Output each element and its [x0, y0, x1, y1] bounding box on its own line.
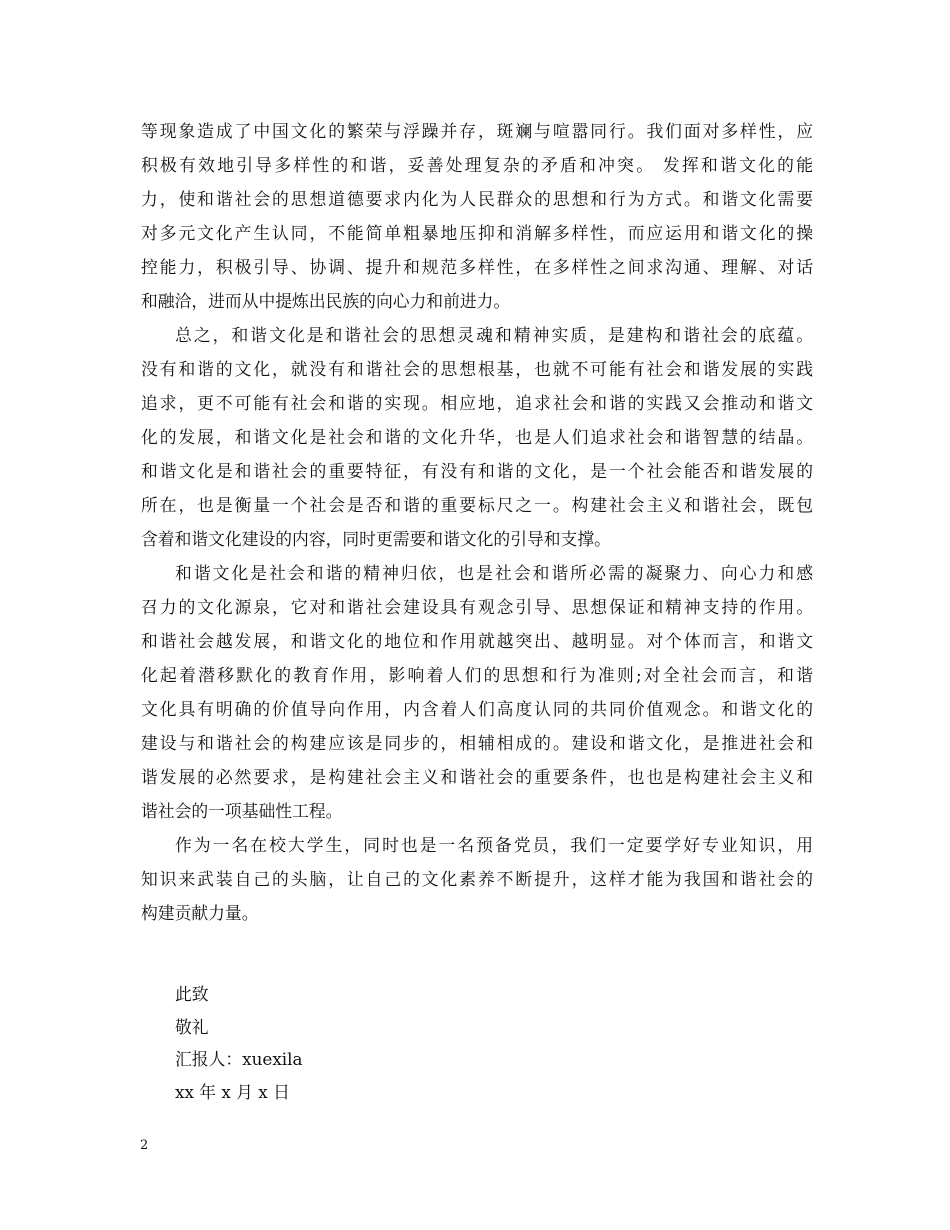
paragraph-2-line-2: 没有和谐的文化，就没有和谐社会的思想根基，也就不可能有社会和谐发展的实践 [141, 359, 813, 379]
paragraph-2 [141, 318, 813, 556]
paragraph-1-line-1: 等现象造成了中国文化的繁荣与浮躁并存，斑斓与喧嚣同行。我们面对多样性，应 [141, 121, 813, 141]
closing-salutation: 此致 [175, 984, 209, 1004]
paragraph-1-line-3: 力，使和谐社会的思想道德要求内化为人民群众的思想和行为方式。和谐文化需要 [141, 189, 813, 209]
paragraph-1-line-6: 和融洽，进而从中提炼出民族的向心力和前进力。 [141, 291, 511, 311]
paragraph-3-line-3: 和谐社会越发展，和谐文化的地位和作用就越突出、越明显。对个体而言，和谐文 [141, 631, 813, 651]
paragraph-2-line-7: 含着和谐文化建设的内容，同时更需要和谐文化的引导和支撑。 [141, 529, 611, 549]
paragraph-2-line-1: 总之，和谐文化是和谐社会的思想灵魂和精神实质，是建构和谐社会的底蕴。 [175, 325, 813, 345]
document-body [141, 114, 813, 930]
letter-closing [175, 978, 303, 1108]
paragraph-3-line-8: 谐社会的一项基础性工程。 [141, 801, 343, 821]
paragraph-3-line-4: 化起着潜移默化的教育作用，影响着人们的思想和行为准则;对全社会而言，和谐 [141, 665, 813, 685]
paragraph-1 [141, 114, 813, 318]
paragraph-1-line-2: 积极有效地引导多样性的和谐，妥善处理复杂的矛盾和冲突。 发挥和谐文化的能 [141, 155, 813, 175]
paragraph-2-line-5: 和谐文化是和谐社会的重要特征，有没有和谐的文化，是一个社会能否和谐发展的 [141, 461, 813, 481]
paragraph-1-line-4: 对多元文化产生认同，不能简单粗暴地压抑和消解多样性，而应运用和谐文化的操 [141, 223, 813, 243]
paragraph-4-line-3: 构建贡献力量。 [141, 903, 259, 923]
paragraph-3-line-7: 谐发展的必然要求，是构建社会主义和谐社会的重要条件，也也是构建社会主义和 [141, 767, 813, 787]
paragraph-3 [141, 556, 813, 828]
paragraph-1-line-5: 控能力，积极引导、协调、提升和规范多样性，在多样性之间求沟通、理解、对话 [141, 257, 813, 277]
closing-reporter: 汇报人：xuexila [175, 1049, 303, 1069]
paragraph-2-line-6: 所在，也是衡量一个社会是否和谐的重要标尺之一。构建社会主义和谐社会，既包 [141, 495, 813, 515]
paragraph-3-line-6: 建设与和谐社会的构建应该是同步的，相辅相成的。建设和谐文化，是推进社会和 [141, 733, 813, 753]
closing-respect: 敬礼 [175, 1016, 209, 1037]
paragraph-2-line-3: 追求，更不可能有社会和谐的实现。相应地，追求社会和谐的实践又会推动和谐文 [141, 393, 813, 413]
paragraph-3-line-2: 召力的文化源泉，它对和谐社会建设具有观念引导、思想保证和精神支持的作用。 [141, 597, 813, 617]
paragraph-3-line-5: 文化具有明确的价值导向作用，内含着人们高度认同的共同价值观念。和谐文化的 [141, 699, 813, 719]
paragraph-4-line-2: 知识来武装自己的头脑，让自己的文化素养不断提升，这样才能为我国和谐社会的 [141, 869, 813, 889]
paragraph-2-line-4: 化的发展，和谐文化是社会和谐的文化升华，也是人们追求社会和谐智慧的结晶。 [141, 427, 813, 447]
paragraph-4-line-1: 作为一名在校大学生，同时也是一名预备党员，我们一定要学好专业知识，用 [175, 835, 813, 855]
closing-date: xx 年 x 月 x 日 [175, 1081, 290, 1102]
paragraph-3-line-1: 和谐文化是社会和谐的精神归依，也是社会和谐所必需的凝聚力、向心力和感 [175, 563, 813, 583]
page-number: 2 [140, 1138, 149, 1153]
paragraph-4 [141, 828, 813, 930]
